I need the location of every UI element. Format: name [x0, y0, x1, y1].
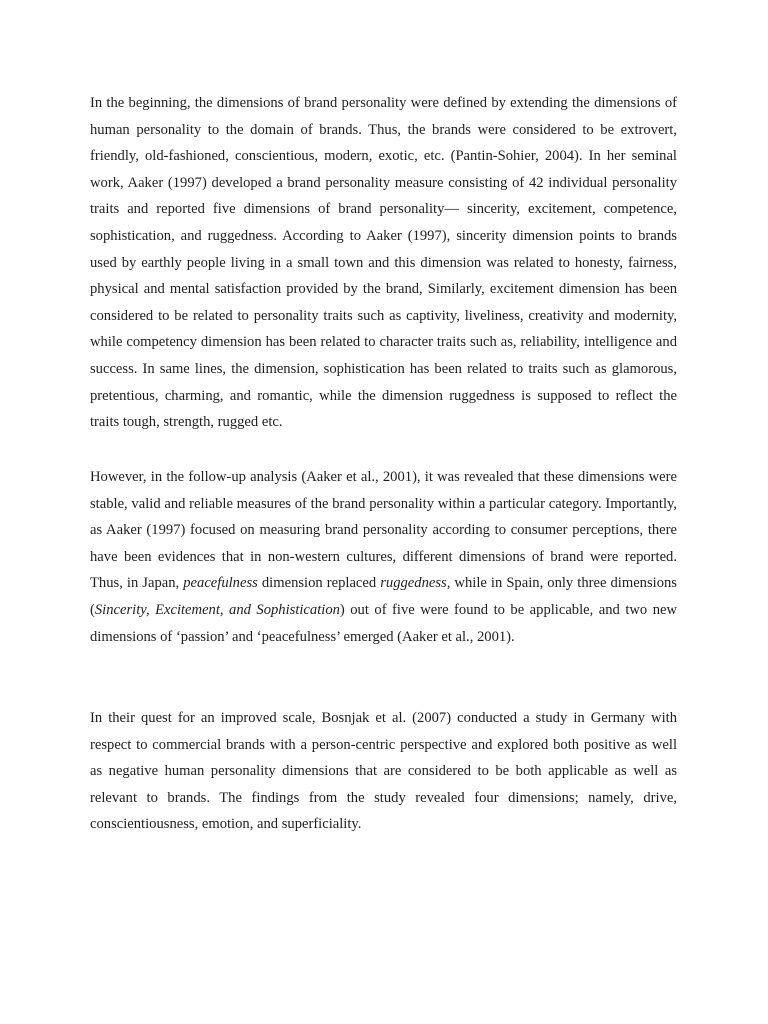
paragraph-3-text: In their quest for an improved scale, Bosnjak et al. (2007) conducted a study in Germany with respect to commercial brands with a person-centric perspective and explored both positive as well as negative human personality dimensions that are considered to be both applicable as well as relevant to brands. The findings from the study revealed four dimensions; namely, drive, conscientiousness, emotion, and superficiality.	[90, 710, 677, 833]
paragraph-1	[90, 90, 677, 436]
paragraph-2-text-a: However, in the follow-up analysis (Aaker et al., 2001), it was revealed that these dimensions were stable, valid and reliable measures of the brand personality within a particular category. Importantly, as Aaker (1997) focused on measuring brand personality according to consumer perceptions, there have been evidences that in non-western cultures, different dimensions of brand were reported. Thus, in Japan,	[90, 469, 677, 592]
paragraph-3	[90, 705, 677, 838]
paragraph-2-text-b: dimension replaced	[257, 575, 381, 592]
term-peacefulness: peacefulness	[183, 575, 258, 592]
paragraph-2-text-d: ) out of five were found to be applicable, and two new dimensions of ‘passion’ and ‘peacefulness’ emerged (Aaker et al., 2001).	[90, 601, 678, 645]
term-three-dimensions: Sincerity, Excitement, and Sophistication	[94, 601, 340, 618]
term-ruggedness: ruggedness	[380, 575, 447, 592]
paragraph-2-text-c: , while in Spain, only three dimensions (	[90, 575, 677, 618]
paragraph-2	[90, 464, 677, 650]
paragraph-1-text: In the beginning, the dimensions of brand personality were defined by extending the dimensions of human personality to the domain of brands. Thus, the brands were considered to be extrovert, friendly, old-fashioned, conscientious, modern, exotic, etc. (Pantin-Sohier, 2004). In her seminal work, Aaker (1997) developed a brand personality measure consisting of 42 individual personality traits and reported five dimensions of brand personality— sincerity, excitement, competence, sophistication, and ruggedness. According to Aaker (1997), sincerity dimension points to brands used by earthly people living in a small town and this dimension was related to honesty, fairness, physical and mental satisfaction provided by the brand, Similarly, excitement dimension has been considered to be related to personality traits such as captivity, liveliness, creativity and modernity, while competency dimension has been related to character traits such as, reliability, intelligence and success. In same lines, the dimension, sophistication has been related to traits such as glamorous, pretentious, charming, and romantic, while the dimension ruggedness is supposed to reflect the traits tough, strength, rugged etc.	[90, 95, 677, 431]
